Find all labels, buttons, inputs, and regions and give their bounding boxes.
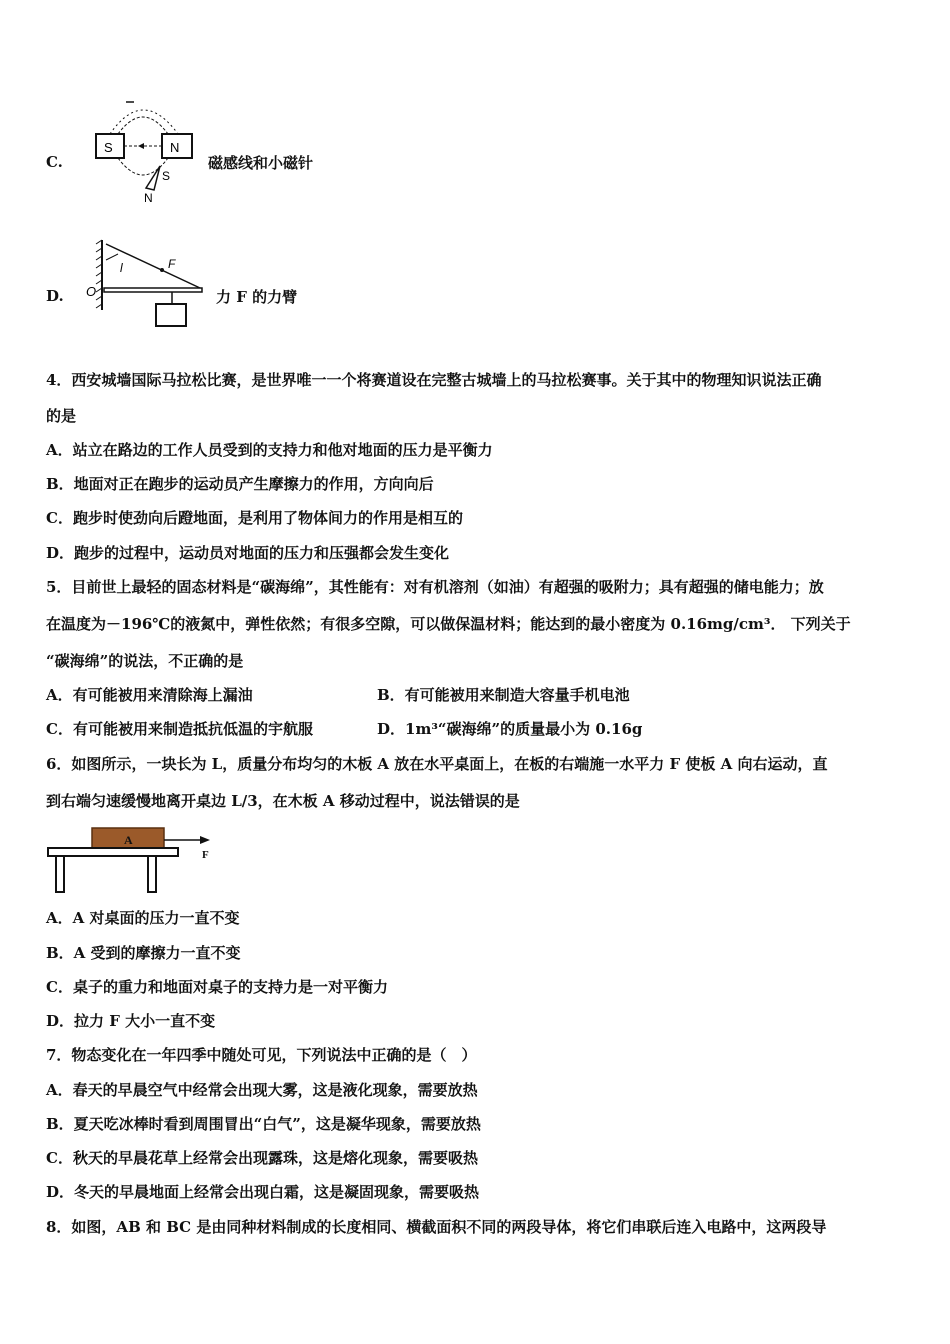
q5-stem-line1: 5．目前世上最轻的固态材料是“碳海绵”，其性能有：对有机溶剂（如油）有超强的吸附力；具有超强的储电能力；放 — [46, 578, 824, 596]
force-f-label: F — [202, 849, 209, 861]
lever-figure — [84, 238, 214, 333]
needle-s-label: S — [162, 169, 171, 183]
q7-option-c: C．秋天的早晨花草上经常会出现露珠，这是熔化现象，需要吸热 — [46, 1149, 478, 1167]
q4-stem-line1: 4．西安城墙国际马拉松比赛，是世界唯一一个将赛道设在完整古城墙上的马拉松赛事。关于其中的物理知识说法正确 — [46, 371, 822, 389]
q4-stem-line2: 的是 — [46, 407, 77, 425]
q6-stem-line1: 6．如图所示，一块长为 L，质量分布均匀的木板 A 放在水平桌面上，在板的右端施一水平力 F 使板 A 向右运动，直 — [46, 755, 828, 773]
force-label: F — [168, 257, 176, 271]
q6-option-b: B．A 受到的摩擦力一直不变 — [46, 944, 241, 962]
q4-option-c: C．跑步时使劲向后蹬地面，是利用了物体间力的作用是相互的 — [46, 509, 463, 527]
q7-option-a: A．春天的早晨空气中经常会出现大雾，这是液化现象，需要放热 — [46, 1081, 478, 1099]
magnet-n-label: N — [170, 140, 180, 155]
option-c-caption: 磁感线和小磁针 — [208, 154, 314, 172]
q7-option-d: D．冬天的早晨地面上经常会出现白霜，这是凝固现象，需要吸热 — [46, 1183, 480, 1201]
q6-option-c: C．桌子的重力和地面对桌子的支持力是一对平衡力 — [46, 978, 388, 996]
q5-option-d: D．1m³“碳海绵”的质量最小为 0.16g — [377, 720, 643, 738]
q7-stem: 7．物态变化在一年四季中随处可见，下列说法中正确的是（ ） — [46, 1046, 477, 1064]
option-d-caption: 力 F 的力臂 — [216, 288, 298, 306]
board-a-label: A — [124, 833, 133, 847]
q5-stem-line2: 在温度为－196℃的液氮中，弹性依然；有很多空隙，可以做保温材料；能达到的最小密度为 0.16mg/cm³． 下列关于 — [46, 615, 851, 633]
q6-option-d: D．拉力 F 大小一直不变 — [46, 1012, 216, 1030]
q4-option-d: D．跑步的过程中，运动员对地面的压力和压强都会发生变化 — [46, 544, 450, 562]
q6-option-a: A．A 对桌面的压力一直不变 — [46, 909, 240, 927]
q5-option-a: A．有可能被用来清除海上漏油 — [46, 686, 253, 704]
option-d-letter: D. — [46, 287, 64, 305]
table-board-figure — [44, 822, 224, 897]
q5-option-c: C．有可能被用来制造抵抗低温的宇航服 — [46, 720, 313, 738]
q5-stem-line3: “碳海绵”的说法，不正确的是 — [46, 652, 244, 670]
q4-option-a: A．站立在路边的工作人员受到的支持力和他对地面的压力是平衡力 — [46, 441, 493, 459]
q8-stem-line1: 8．如图，AB 和 BC 是由同种材料制成的长度相同、横截面积不同的两段导体，将它们串联后连入电路中，这两段导 — [46, 1218, 827, 1236]
magnet-field-figure — [88, 100, 203, 205]
magnet-s-label: S — [104, 140, 113, 155]
q5-option-b: B．有可能被用来制造大容量手机电池 — [377, 686, 630, 704]
pivot-label: O — [86, 284, 97, 299]
q7-option-b: B．夏天吃冰棒时看到周围冒出“白气”，这是凝华现象，需要放热 — [46, 1115, 481, 1133]
arm-label: l — [120, 261, 123, 275]
needle-n-label: N — [144, 191, 153, 205]
q4-option-b: B．地面对正在跑步的运动员产生摩擦力的作用，方向向后 — [46, 475, 434, 493]
option-c-letter: C. — [46, 153, 63, 171]
q6-stem-line2: 到右端匀速缓慢地离开桌边 L/3，在木板 A 移动过程中，说法错误的是 — [46, 792, 520, 810]
